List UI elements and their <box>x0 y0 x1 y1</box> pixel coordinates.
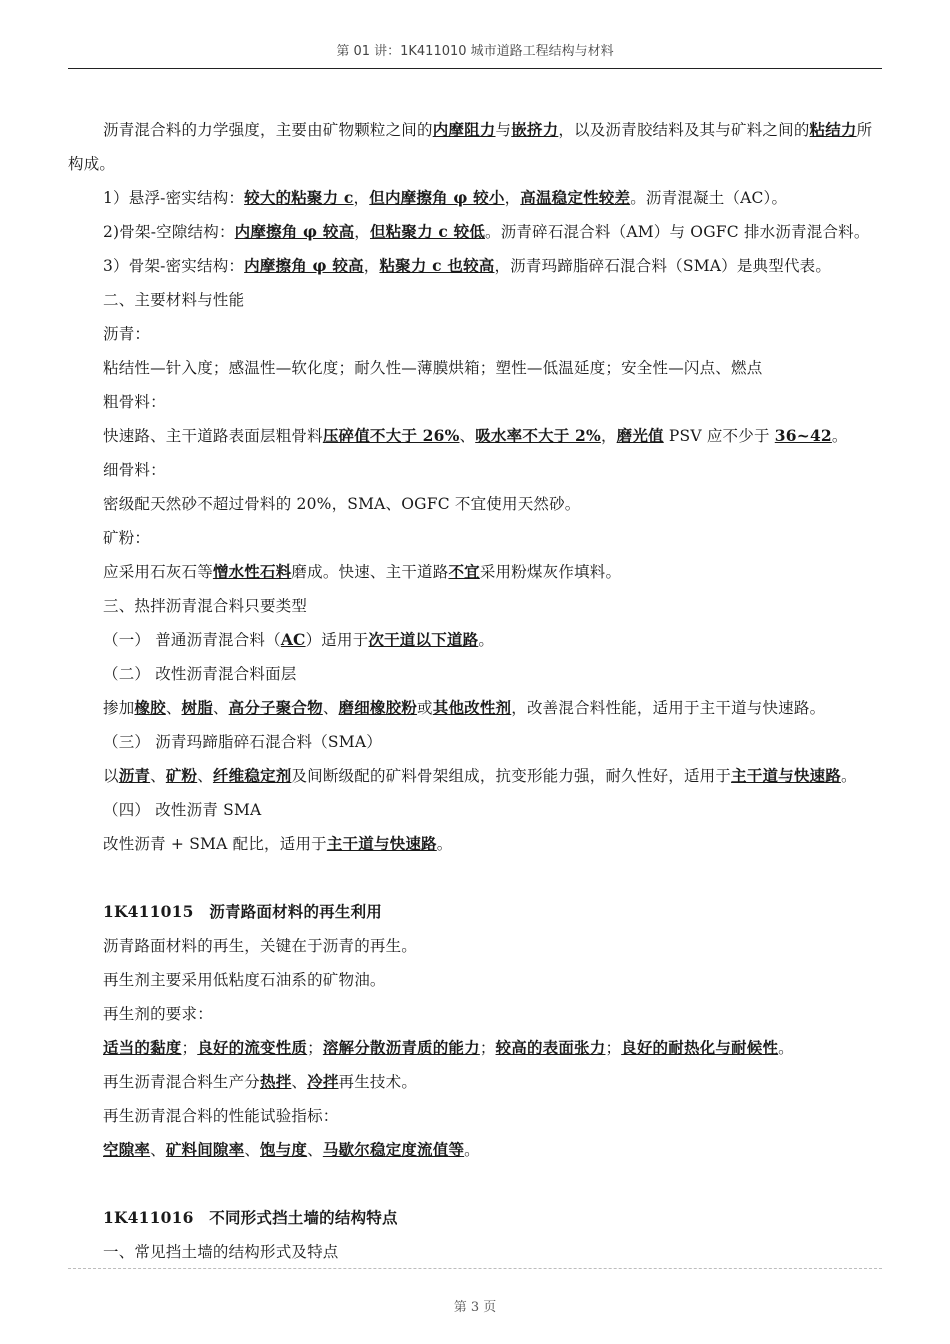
key-term: 次干道以下道路 <box>368 630 479 649</box>
text-run: ，以及沥青胶结料及其与矿料之间的 <box>558 121 810 139</box>
key-term: 内摩擦角 φ 较高 <box>234 222 355 241</box>
key-term: 但粘聚力 c 较低 <box>369 222 486 241</box>
paragraph-line <box>68 759 882 793</box>
text-run: 再生沥青混合料的性能试验指标： <box>103 1107 339 1125</box>
key-term: 但内摩擦角 φ 较小 <box>369 188 505 207</box>
text-run: 一、常见挡土墙的结构形式及特点 <box>103 1243 339 1261</box>
paragraph-line <box>68 691 882 725</box>
paragraph-line <box>68 657 882 691</box>
paragraph-line <box>68 1133 882 1167</box>
section-heading: 1K411016 不同形式挡土墙的结构特点 <box>103 1208 398 1227</box>
text-run: （四） 改性沥青 SMA <box>103 801 262 819</box>
key-term: 嵌挤力 <box>511 120 559 139</box>
key-term: 树脂 <box>181 698 213 717</box>
key-term: 36~42 <box>774 426 832 445</box>
blank-line <box>68 1167 882 1201</box>
paragraph-line <box>68 555 882 589</box>
header-divider <box>68 68 882 69</box>
key-term: 不宜 <box>448 562 480 581</box>
text-run: ， <box>363 257 380 275</box>
paragraph-line <box>68 1235 882 1269</box>
text-run: 再生沥青混合料生产分 <box>103 1073 261 1091</box>
key-term: 磨细橡胶粉 <box>338 698 418 717</box>
text-run: 。 <box>831 427 848 445</box>
paragraph-line <box>68 317 882 351</box>
text-run: 磨成。快速、主干道路 <box>291 563 449 581</box>
paragraph-line <box>68 215 882 249</box>
text-run: 及间断级配的矿料骨架组成，抗变形能力强，耐久性好，适用于 <box>291 767 732 785</box>
key-term: 空隙率 <box>103 1140 151 1159</box>
text-run: ； <box>181 1039 198 1057</box>
text-run: 与 <box>495 121 512 139</box>
text-run: 。 <box>840 767 857 785</box>
text-run: 。 <box>436 835 453 853</box>
paragraph-line <box>68 997 882 1031</box>
key-term: 纤维稳定剂 <box>212 766 292 785</box>
text-run: 、 <box>322 699 339 717</box>
text-run: 再生技术。 <box>338 1073 418 1091</box>
text-run: （三） 沥青玛蹄脂碎石混合料（SMA） <box>103 733 382 751</box>
key-term: 粘结力 <box>809 120 857 139</box>
text-run: 1）悬浮-密实结构： <box>103 189 245 207</box>
text-run: 应采用石灰石等 <box>103 563 213 581</box>
document-body <box>68 113 882 1269</box>
text-run: 再生剂的要求： <box>103 1005 213 1023</box>
key-term: 内摩阻力 <box>432 120 496 139</box>
key-term: 溶解分散沥青质的能力 <box>322 1038 480 1057</box>
text-run: 沥青： <box>103 325 151 343</box>
page-header: 第 01 讲：1K411010 城市道路工程结构与材料 <box>336 44 614 59</box>
text-run: 掺加 <box>103 699 135 717</box>
text-run: 。沥青混凝土（AC）。 <box>630 189 788 207</box>
key-term: 其他改性剂 <box>432 698 512 717</box>
text-run: ， <box>354 223 370 241</box>
text-run: 、 <box>150 1141 166 1159</box>
text-run: 、 <box>150 767 166 785</box>
text-run: （一） 普通沥青混合料（ <box>103 631 281 649</box>
text-run: （二） 改性沥青混合料面层 <box>103 665 297 683</box>
text-run: ； <box>479 1039 496 1057</box>
key-term: 压碎值不大于 26% <box>322 426 460 445</box>
text-run: 三、热拌沥青混合料只要类型 <box>103 597 308 615</box>
paragraph-line <box>68 827 882 861</box>
text-run: ； <box>307 1039 323 1057</box>
footer-divider <box>68 1268 882 1269</box>
text-run: 、 <box>165 699 182 717</box>
paragraph-line <box>68 589 882 623</box>
key-term: 高分子聚合物 <box>228 698 323 717</box>
text-run: 、 <box>307 1141 323 1159</box>
paragraph-line <box>68 113 882 181</box>
text-run: 、 <box>244 1141 261 1159</box>
key-term: 主干道与快速路 <box>326 834 437 853</box>
key-term: 矿料间隙率 <box>165 1140 245 1159</box>
page-number: 第 3 页 <box>453 1300 497 1315</box>
text-run: 、 <box>459 427 476 445</box>
text-run: ）适用于 <box>305 631 369 649</box>
text-run: ， <box>600 427 617 445</box>
key-term: 矿粉 <box>165 766 198 785</box>
text-run: 、 <box>291 1073 308 1091</box>
text-run: 3）骨架-密实结构： <box>103 257 245 275</box>
text-run: 再生剂主要采用低粘度石油系的矿物油。 <box>103 971 386 989</box>
key-term: 磨光值 <box>616 426 664 445</box>
section-heading: 1K411015 沥青路面材料的再生利用 <box>103 902 382 921</box>
text-run: 。沥青碎石混合料（AM）与 OGFC 排水沥青混合料。 <box>485 223 870 241</box>
key-term: 良好的耐热化与耐候性 <box>621 1038 779 1057</box>
text-run: 沥青混合料的力学强度，主要由矿物颗粒之间的 <box>103 121 433 139</box>
blank-line <box>68 861 882 895</box>
paragraph-line <box>68 487 882 521</box>
paragraph-line <box>68 283 882 317</box>
text-run: ，改善混合料性能，适用于主干道与快速路。 <box>511 699 826 717</box>
text-run: 所构成。 <box>68 121 873 173</box>
key-term: AC <box>280 630 306 649</box>
text-run: 矿粉： <box>103 529 151 547</box>
key-term: 橡胶 <box>134 698 166 717</box>
key-term: 主干道与快速路 <box>731 766 841 785</box>
text-run: 沥青路面材料的再生，关键在于沥青的再生。 <box>103 937 418 955</box>
text-run: 细骨料： <box>103 461 166 479</box>
key-term: 较大的粘聚力 c <box>244 188 354 207</box>
text-run: 、 <box>197 767 213 785</box>
key-term: 良好的流变性质 <box>197 1038 308 1057</box>
text-run: 、 <box>212 699 229 717</box>
key-term: 粘聚力 c 也较高 <box>379 256 495 275</box>
text-run: 。 <box>478 631 495 649</box>
text-run: 。 <box>464 1141 480 1159</box>
paragraph-line <box>68 385 882 419</box>
text-run: 粘结性—针入度；感温性—软化度；耐久性—薄膜烘箱；塑性—低温延度；安全性—闪点、燃点 <box>103 359 763 377</box>
paragraph-line <box>68 1065 882 1099</box>
text-run: 以 <box>103 767 119 785</box>
text-run: 快速路、主干道路表面层粗骨料 <box>103 427 323 445</box>
paragraph-line <box>68 1099 882 1133</box>
paragraph-line <box>68 453 882 487</box>
text-run: 或 <box>417 699 433 717</box>
text-run: 2)骨架-空隙结构： <box>103 223 235 241</box>
key-term: 适当的黏度 <box>103 1038 182 1057</box>
paragraph-line <box>68 1031 882 1065</box>
key-term: 沥青 <box>118 766 151 785</box>
text-run: 密级配天然砂不超过骨料的 20%，SMA、OGFC 不宜使用天然砂。 <box>103 495 581 513</box>
paragraph-line <box>68 249 882 283</box>
key-term: 较高的表面张力 <box>495 1038 606 1057</box>
text-run: ，沥青玛蹄脂碎石混合料（SMA）是典型代表。 <box>494 257 832 275</box>
paragraph-line <box>68 929 882 963</box>
paragraph-line <box>68 419 882 453</box>
key-term: 马歇尔稳定度流值等 <box>322 1140 465 1159</box>
text-run: 改性沥青 + SMA 配比，适用于 <box>103 835 327 853</box>
text-run: 。 <box>778 1039 794 1057</box>
text-run: ， <box>353 189 370 207</box>
text-run: ， <box>504 189 521 207</box>
text-run: 采用粉煤灰作填料。 <box>479 563 622 581</box>
text-run: 粗骨料： <box>103 393 166 411</box>
key-term: 高温稳定性较差 <box>520 188 631 207</box>
key-term: 冷拌 <box>307 1072 339 1091</box>
key-term: 吸水率不大于 2% <box>475 426 601 445</box>
paragraph-line <box>68 351 882 385</box>
paragraph-line <box>68 623 882 657</box>
paragraph-line <box>68 181 882 215</box>
text-run: ； <box>605 1039 622 1057</box>
text-run: 二、主要材料与性能 <box>103 291 245 309</box>
paragraph-line <box>68 963 882 997</box>
paragraph-line <box>68 793 882 827</box>
key-term: 热拌 <box>260 1072 292 1091</box>
key-term: 憎水性石料 <box>212 562 292 581</box>
paragraph-line <box>68 725 882 759</box>
paragraph-line <box>68 521 882 555</box>
key-term: 饱与度 <box>260 1140 308 1159</box>
key-term: 内摩擦角 φ 较高 <box>244 256 364 275</box>
text-run: PSV 应不少于 <box>663 427 775 445</box>
